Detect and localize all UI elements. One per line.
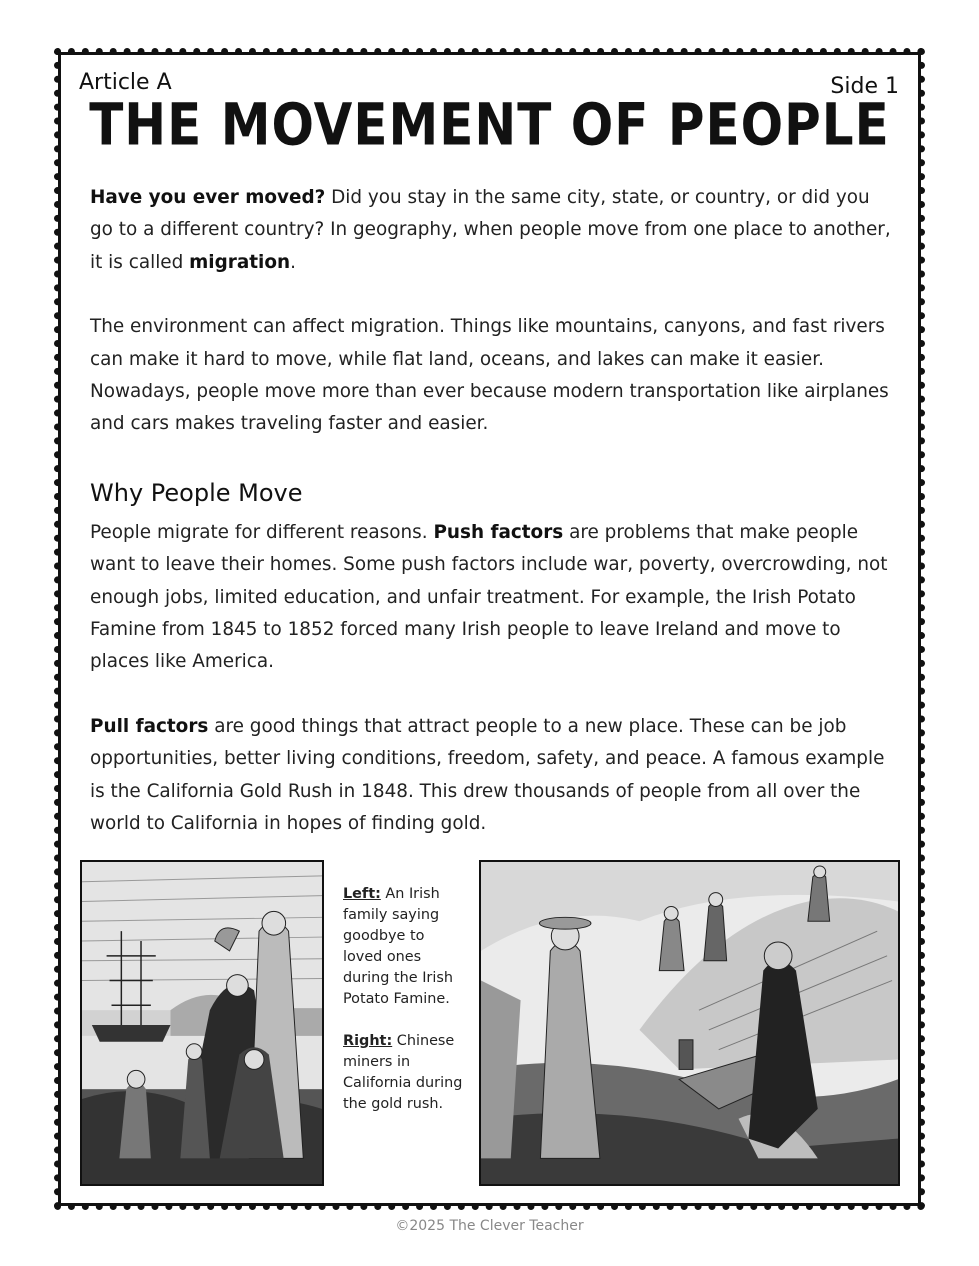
term-push-factors: Push factors	[433, 521, 564, 543]
push-intro: People migrate for different reasons.	[90, 521, 434, 543]
pull-text: are good things that attract people to a new place. These can be job opportunities, better living conditions, freedom, safety, and peace. A famous example is the California Gold Rush in 1848. This drew thousands of people from all over the world to California in hopes of finding gold.	[90, 715, 885, 835]
caption-left-text: An Irish family saying goodbye to loved ones during the Irish Potato Famine.	[343, 886, 453, 1007]
chinese-miners-illustration	[479, 860, 900, 1186]
paragraph-environment: The environment can affect migration. Things like mountains, canyons, and fast rivers can make it hard to move, while flat land, oceans, and lakes can make it easier. Nowadays, people move more than ever because modern transportation like airplanes and cars makes traveling faster and easier.	[90, 316, 889, 435]
intro-text: Did you stay in the same city, state, or country, or did you go to a different country? In geography, when people move from one place to another, it is called	[90, 187, 891, 273]
caption-left	[343, 884, 468, 1010]
side-label: Side 1	[830, 74, 899, 99]
article-label: Article A	[79, 70, 172, 95]
paragraph-intro	[90, 182, 892, 279]
paragraph-pull-factors	[90, 711, 892, 841]
paragraph-push-factors	[90, 517, 892, 679]
caption-right-label: Right:	[343, 1033, 393, 1049]
article-body	[90, 182, 892, 841]
term-migration: migration	[189, 251, 291, 273]
intro-lead: Have you ever moved?	[90, 187, 326, 208]
section-heading: Why People Move	[90, 478, 303, 507]
caption-left-label: Left:	[343, 886, 381, 902]
caption-right	[343, 1031, 468, 1115]
caption-right-text: Chinese miners in California during the gold rush.	[343, 1033, 463, 1112]
push-text: are problems that make people want to leave their homes. Some push factors include war, poverty, overcrowding, not enough jobs, limited education, and unfair treatment. For example, the Irish Potato Famine from 1845 to 1852 forced many Irish people to leave Ireland and move to places like America.	[90, 521, 888, 673]
copyright-footer: ©2025 The Clever Teacher	[395, 1218, 584, 1234]
page-title: THE MOVEMENT OF PEOPLE	[89, 91, 890, 159]
irish-family-illustration	[80, 860, 324, 1186]
image-caption	[343, 884, 468, 1115]
term-pull-factors: Pull factors	[90, 715, 209, 737]
intro-end: .	[290, 251, 296, 273]
